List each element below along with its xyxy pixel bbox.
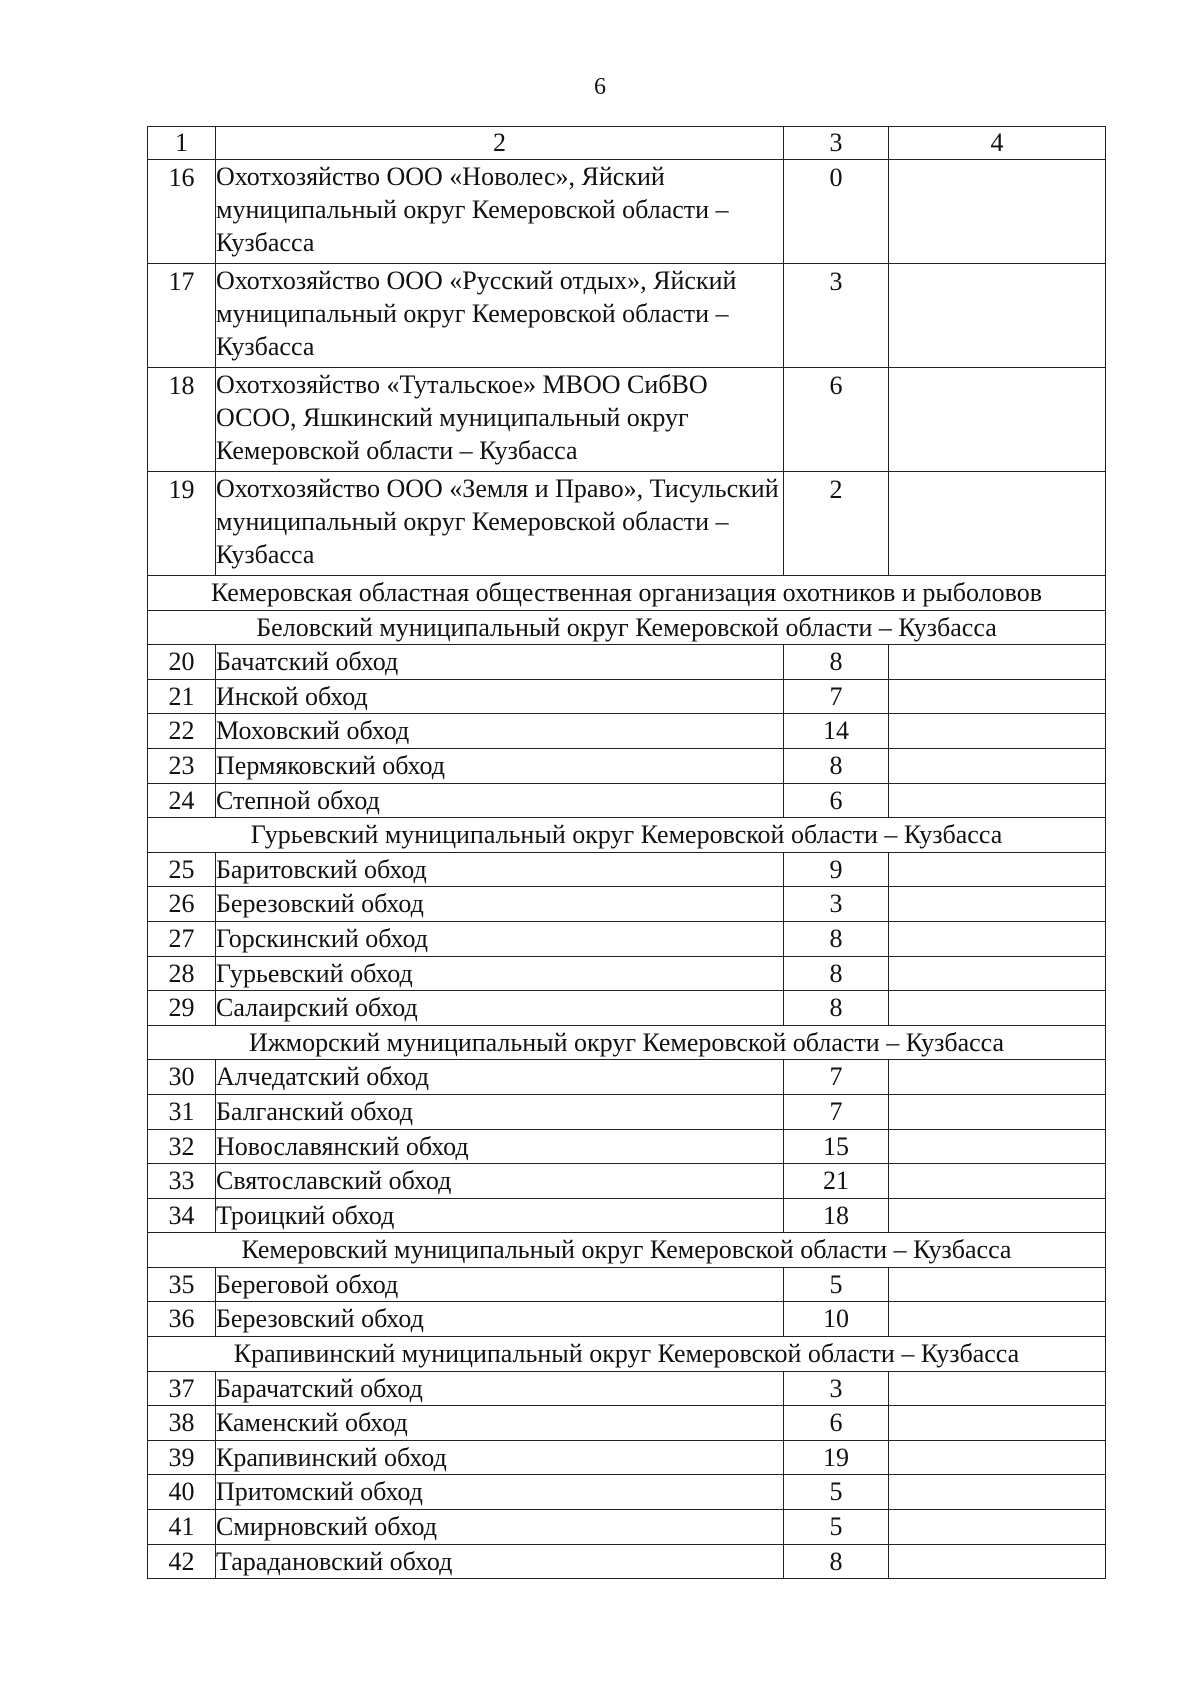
row-note-cell [889,1544,1106,1579]
section-title: Кемеровская областная общественная организация охотников и рыболовов [148,576,1106,611]
header-cell-3: 3 [784,127,889,160]
table-row [148,852,1106,887]
row-number-cell: 36 [148,1302,216,1337]
row-name-cell: Охотхозяйство «Тутальское» МВОО СибВО ОСОО, Яшкинский муниципальный округ Кемеровской области – Кузбасса [216,368,784,472]
row-value-cell: 15 [784,1129,889,1164]
row-value-cell: 8 [784,748,889,783]
row-note-cell [889,1406,1106,1441]
header-cell-2: 2 [216,127,784,160]
section-heading-row [148,818,1106,853]
row-number-cell: 20 [148,645,216,680]
row-number-cell: 39 [148,1440,216,1475]
table-row [148,956,1106,991]
row-note-cell [889,368,1106,472]
row-name-cell: Каменский обход [216,1406,784,1441]
row-note-cell [889,1060,1106,1095]
row-value-cell: 8 [784,645,889,680]
section-title: Беловский муниципальный округ Кемеровской области – Кузбасса [148,610,1106,645]
table-row [148,1267,1106,1302]
section-heading-row [148,576,1106,611]
table-row [148,679,1106,714]
row-note-cell [889,679,1106,714]
table-row [148,748,1106,783]
row-value-cell: 19 [784,1440,889,1475]
table-header-row [148,127,1106,160]
row-note-cell [889,1302,1106,1337]
table-row [148,1198,1106,1233]
row-value-cell: 6 [784,368,889,472]
row-number-cell: 22 [148,714,216,749]
row-note-cell [889,714,1106,749]
row-number-cell: 19 [148,472,216,576]
table-body [148,127,1106,1579]
row-number-cell: 28 [148,956,216,991]
row-number-cell: 41 [148,1510,216,1545]
row-value-cell: 8 [784,921,889,956]
table-row [148,783,1106,818]
table-row [148,368,1106,472]
row-name-cell: Смирновский обход [216,1510,784,1545]
section-heading-row [148,610,1106,645]
row-name-cell: Моховский обход [216,714,784,749]
row-name-cell: Барачатский обход [216,1371,784,1406]
row-number-cell: 33 [148,1164,216,1199]
row-value-cell: 2 [784,472,889,576]
row-name-cell: Береговой обход [216,1267,784,1302]
row-number-cell: 17 [148,264,216,368]
table-row [148,264,1106,368]
row-name-cell: Баритовский обход [216,852,784,887]
row-value-cell: 9 [784,852,889,887]
row-note-cell [889,1267,1106,1302]
table-row [148,1510,1106,1545]
row-value-cell: 3 [784,1371,889,1406]
row-value-cell: 21 [784,1164,889,1199]
row-number-cell: 24 [148,783,216,818]
row-name-cell: Притомский обход [216,1475,784,1510]
row-number-cell: 21 [148,679,216,714]
row-note-cell [889,852,1106,887]
row-note-cell [889,1510,1106,1545]
table-row [148,1302,1106,1337]
row-name-cell: Святославский обход [216,1164,784,1199]
table-row [148,1164,1106,1199]
row-value-cell: 8 [784,991,889,1026]
row-name-cell: Тарадановский обход [216,1544,784,1579]
row-name-cell: Горскинский обход [216,921,784,956]
row-value-cell: 5 [784,1475,889,1510]
row-value-cell: 10 [784,1302,889,1337]
section-heading-row [148,1233,1106,1268]
row-note-cell [889,783,1106,818]
row-number-cell: 42 [148,1544,216,1579]
row-number-cell: 26 [148,887,216,922]
table-row [148,1129,1106,1164]
section-title: Кемеровский муниципальный округ Кемеровской области – Кузбасса [148,1233,1106,1268]
row-number-cell: 29 [148,991,216,1026]
row-note-cell [889,645,1106,680]
row-value-cell: 6 [784,783,889,818]
row-note-cell [889,1198,1106,1233]
row-name-cell: Охотхозяйство ООО «Русский отдых», Яйский муниципальный округ Кемеровской области – Кузбасса [216,264,784,368]
header-cell-4: 4 [889,127,1106,160]
row-number-cell: 40 [148,1475,216,1510]
section-title: Гурьевский муниципальный округ Кемеровской области – Кузбасса [148,818,1106,853]
row-name-cell: Алчедатский обход [216,1060,784,1095]
row-note-cell [889,1094,1106,1129]
row-number-cell: 18 [148,368,216,472]
table-row [148,1440,1106,1475]
table-row [148,1060,1106,1095]
row-value-cell: 7 [784,1094,889,1129]
row-value-cell: 5 [784,1510,889,1545]
row-note-cell [889,887,1106,922]
row-number-cell: 16 [148,160,216,264]
row-note-cell [889,748,1106,783]
row-name-cell: Новославянский обход [216,1129,784,1164]
row-note-cell [889,264,1106,368]
row-value-cell: 8 [784,956,889,991]
table-row [148,1406,1106,1441]
row-number-cell: 23 [148,748,216,783]
table-row [148,1371,1106,1406]
table-row [148,991,1106,1026]
row-value-cell: 7 [784,679,889,714]
row-name-cell: Охотхозяйство ООО «Новолес», Яйский муниципальный округ Кемеровской области – Кузбасса [216,160,784,264]
document-table [147,126,1106,1579]
row-value-cell: 18 [784,1198,889,1233]
table-row [148,1094,1106,1129]
table-row [148,1475,1106,1510]
row-note-cell [889,1440,1106,1475]
row-number-cell: 32 [148,1129,216,1164]
row-number-cell: 25 [148,852,216,887]
row-value-cell: 8 [784,1544,889,1579]
row-name-cell: Степной обход [216,783,784,818]
row-note-cell [889,472,1106,576]
row-name-cell: Березовский обход [216,1302,784,1337]
table-row [148,714,1106,749]
row-value-cell: 5 [784,1267,889,1302]
table-row [148,160,1106,264]
row-number-cell: 27 [148,921,216,956]
table-row [148,472,1106,576]
row-name-cell: Салаирский обход [216,991,784,1026]
table-row [148,1544,1106,1579]
row-value-cell: 0 [784,160,889,264]
row-name-cell: Троицкий обход [216,1198,784,1233]
row-name-cell: Инской обход [216,679,784,714]
row-value-cell: 3 [784,887,889,922]
row-name-cell: Гурьевский обход [216,956,784,991]
row-number-cell: 30 [148,1060,216,1095]
section-heading-row [148,1337,1106,1372]
row-value-cell: 7 [784,1060,889,1095]
row-name-cell: Охотхозяйство ООО «Земля и Право», Тисульский муниципальный округ Кемеровской области – Кузбасса [216,472,784,576]
row-number-cell: 34 [148,1198,216,1233]
row-number-cell: 35 [148,1267,216,1302]
row-note-cell [889,1129,1106,1164]
row-number-cell: 37 [148,1371,216,1406]
row-name-cell: Березовский обход [216,887,784,922]
section-heading-row [148,1025,1106,1060]
row-value-cell: 14 [784,714,889,749]
row-note-cell [889,921,1106,956]
row-number-cell: 31 [148,1094,216,1129]
row-value-cell: 6 [784,1406,889,1441]
page-number: 6 [594,74,606,100]
row-value-cell: 3 [784,264,889,368]
section-title: Ижморский муниципальный округ Кемеровской области – Кузбасса [148,1025,1106,1060]
row-note-cell [889,1164,1106,1199]
row-note-cell [889,1475,1106,1510]
row-note-cell [889,956,1106,991]
header-cell-1: 1 [148,127,216,160]
row-number-cell: 38 [148,1406,216,1441]
table-row [148,645,1106,680]
row-name-cell: Крапивинский обход [216,1440,784,1475]
section-title: Крапивинский муниципальный округ Кемеровской области – Кузбасса [148,1337,1106,1372]
table-row [148,921,1106,956]
row-note-cell [889,991,1106,1026]
row-note-cell [889,160,1106,264]
table-row [148,887,1106,922]
row-name-cell: Бачатский обход [216,645,784,680]
row-name-cell: Пермяковский обход [216,748,784,783]
row-name-cell: Балганский обход [216,1094,784,1129]
row-note-cell [889,1371,1106,1406]
